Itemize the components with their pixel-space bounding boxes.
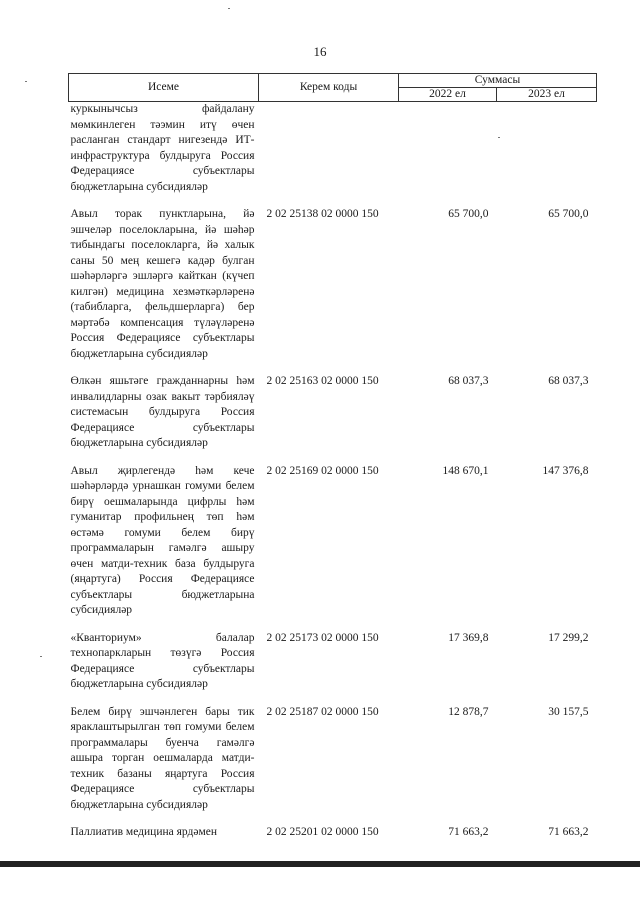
header-year-2023: 2023 ел: [497, 88, 597, 102]
row-amount-2023: 147 376,8: [542, 464, 589, 477]
table-row: [69, 374, 597, 452]
row-amount-2022: [399, 102, 497, 196]
header-name: Исеме: [69, 74, 259, 102]
row-amount-2022: 12 878,7: [448, 705, 489, 718]
row-code: 2 02 25187 02 0000 150: [266, 705, 379, 718]
table-row: [69, 825, 597, 841]
row-amount-2023: 30 157,5: [548, 705, 589, 718]
header-code: Керем коды: [259, 74, 399, 102]
table-header: [69, 74, 597, 102]
row-amount-2022: 148 670,1: [442, 464, 489, 477]
header-year-2022: 2022 ел: [399, 88, 497, 102]
row-amount-2023: 68 037,3: [548, 375, 589, 387]
scan-speck: [498, 137, 500, 138]
header-sum-group: Суммасы: [399, 74, 597, 88]
row-code: [259, 102, 399, 196]
row-amount-2023: 17 299,2: [548, 631, 589, 644]
table-row: [69, 102, 597, 196]
row-code: 2 02 25173 02 0000 150: [266, 631, 379, 644]
table-row: [69, 705, 597, 814]
row-amount-2023: 65 700,0: [548, 208, 589, 220]
row-name: «Кванториум» балалар технопаркларын төзүгә Россия Федерациясе субъектлары бюджетларына субсидияләр: [70, 631, 255, 690]
row-amount-2023: 71 663,2: [548, 826, 589, 838]
table-row: [69, 464, 597, 619]
row-name: Паллиатив медицина ярдәмен: [70, 826, 217, 838]
row-code: 2 02 25138 02 0000 150: [266, 208, 379, 220]
row-name: Авыл торак пунктларына, йә эшчеләр поселокларына, йә шәһәр тибындагы поселокларга, йә халык саны 50 мең кешегә кадәр булган шәһәрләргә эшләргә кайткан (күчеп килгән) медицина хезмәткәрләренә (табибларга, фельдшерларга) бер мәртәбә компенсация түләүләренә Россия Федерациясе субъектлары бюджетларына субсидияләр: [70, 208, 255, 360]
row-code: 2 02 25201 02 0000 150: [266, 826, 379, 838]
row-name: куркынычсыз файдалану мөмкинлеген тәэмин итү өчен расланган стандарт нигезендә ИТ-инфраструктура булдыруга Россия Федерациясе субъектлары бюджетларына субсидияләр: [70, 103, 255, 193]
scan-bottom-edge: [0, 861, 640, 867]
row-amount-2022: 71 663,2: [448, 826, 489, 838]
row-code: 2 02 25163 02 0000 150: [266, 375, 379, 387]
page-number: 16: [313, 44, 327, 59]
row-name: Белем бирү эшчәнлеген бары тик яраклаштырылган төп гомуми белем программалары буенча гамәлгә ашыра торган оешмаларда матди-техник базаны яңартуга Россия Федерациясе субъектлары бюджетларына субсидияләр: [70, 705, 255, 811]
budget-table: [68, 73, 597, 841]
row-amount-2022: 65 700,0: [448, 208, 489, 220]
row-name: Өлкән яшьтәге гражданнарны һәм инвалидларны озак вакыт тәрбияләү системасын булдыруга Россия Федерациясе субъектлары бюджетларына субсидияләр: [70, 375, 255, 449]
table-row: [69, 207, 597, 362]
scan-speck: [25, 81, 27, 82]
row-code: 2 02 25169 02 0000 150: [266, 464, 379, 477]
row-name: Авыл җирлегендә һәм кече шәһәрләрдә урнашкан гомуми белем бирү оешмаларында цифрлы һәм гуманитар профильнең төп һәм өстәмә гомуми белем бирү программаларын гамәлгә ашыру өчен матди-техник база булдыруга (яңартуга) Россия Федерациясе субъектлары бюджетларына субсидияләр: [70, 464, 255, 616]
table-body: [69, 102, 597, 841]
row-amount-2022: 68 037,3: [448, 375, 489, 387]
row-amount-2023: [497, 102, 597, 196]
scan-speck: [228, 8, 230, 9]
table-row: [69, 631, 597, 693]
row-amount-2022: 17 369,8: [448, 631, 489, 644]
scan-speck: [40, 656, 42, 657]
